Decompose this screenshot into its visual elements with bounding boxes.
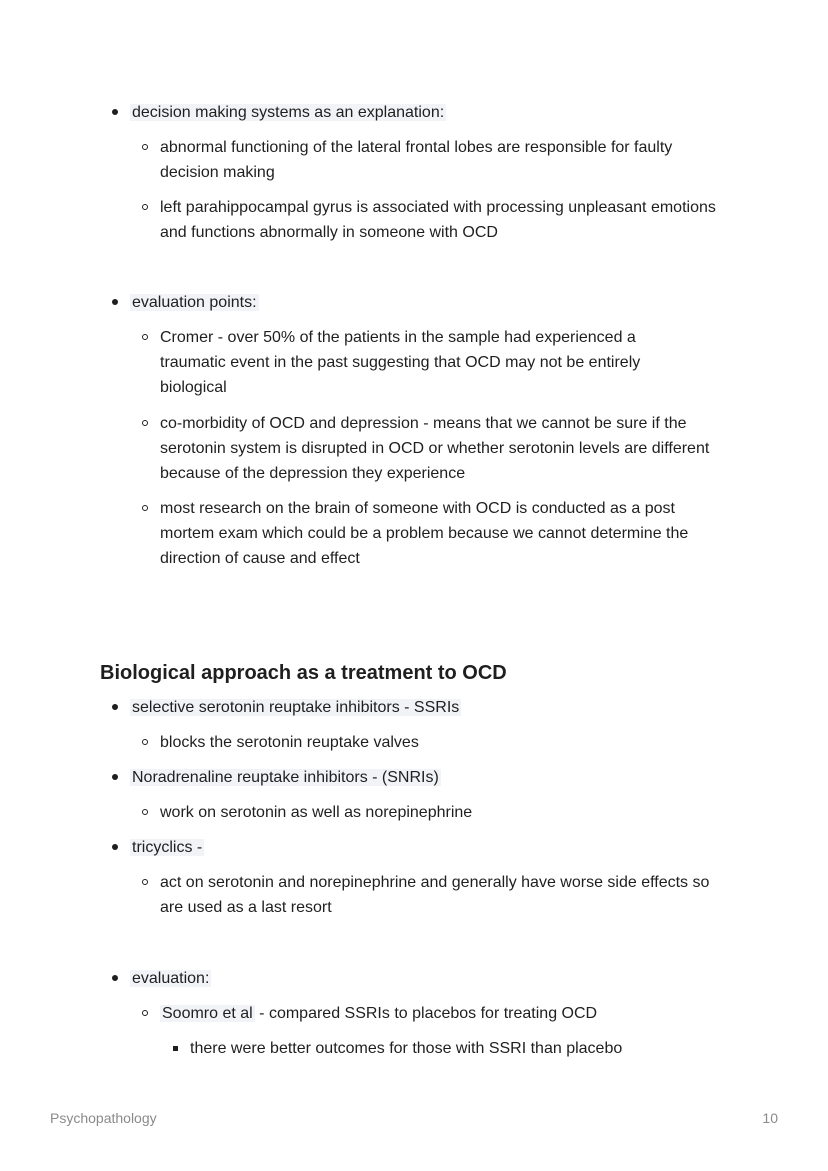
circle-bullet-marker bbox=[142, 420, 148, 426]
bullet-snri bbox=[130, 765, 730, 790]
bullet-evaluation-points bbox=[130, 290, 730, 315]
bullet-marker bbox=[112, 774, 118, 780]
bullet-text: decision making systems as an explanation: bbox=[132, 104, 445, 121]
bullet-text: evaluation points: bbox=[132, 294, 257, 311]
bullet-marker bbox=[112, 109, 118, 115]
sub-bullet-soomro bbox=[160, 1001, 730, 1026]
circle-bullet-marker bbox=[142, 1010, 148, 1016]
sub-bullet-tricyclics bbox=[160, 870, 730, 920]
sub-bullet-ssri bbox=[160, 730, 730, 755]
section-heading: Biological approach as a treatment to OCD bbox=[100, 662, 507, 684]
bullet-text: selective serotonin reuptake inhibitors - SSRIs bbox=[132, 699, 460, 716]
bullet-decision-making bbox=[130, 100, 730, 125]
sub-bullet-parahippocampal bbox=[160, 195, 730, 245]
bullet-marker bbox=[112, 299, 118, 305]
sub-bullet-text: work on serotonin as well as norepinephrine bbox=[160, 804, 473, 821]
circle-bullet-marker bbox=[142, 144, 148, 150]
sub-bullet-text: left parahippocampal gyrus is associated with processing unpleasant emotions and functions abnormally in someone with OCD bbox=[160, 199, 716, 241]
sub-bullet-text: Cromer - over 50% of the patients in the sample had experienced a traumatic event in the past suggesting that OCD may not be entirely biological bbox=[160, 329, 641, 396]
sub-bullet-post-mortem bbox=[160, 496, 730, 571]
circle-bullet-marker bbox=[142, 739, 148, 745]
sub-bullet-cromer bbox=[160, 325, 680, 400]
bullet-text: evaluation: bbox=[132, 970, 210, 987]
bullet-evaluation bbox=[130, 966, 730, 991]
bullet-tricyclics bbox=[130, 835, 730, 860]
soomro-name: Soomro et al bbox=[162, 1005, 253, 1022]
bullet-ssri bbox=[130, 695, 730, 720]
circle-bullet-marker bbox=[142, 809, 148, 815]
square-bullet-marker bbox=[173, 1046, 178, 1051]
sub-sub-bullet-text: there were better outcomes for those with SSRI than placebo bbox=[190, 1040, 623, 1057]
circle-bullet-marker bbox=[142, 334, 148, 340]
sub-bullet-comorbidity bbox=[160, 411, 730, 486]
circle-bullet-marker bbox=[142, 204, 148, 210]
footer-subject: Psychopathology bbox=[50, 1110, 157, 1126]
circle-bullet-marker bbox=[142, 879, 148, 885]
sub-bullet-text: abnormal functioning of the lateral frontal lobes are responsible for faulty decision making bbox=[160, 139, 673, 181]
bullet-marker bbox=[112, 975, 118, 981]
sub-sub-bullet-soomro-outcome bbox=[190, 1036, 730, 1061]
bullet-text: tricyclics - bbox=[132, 839, 203, 856]
sub-bullet-lateral-frontal bbox=[160, 135, 730, 185]
bullet-text: Noradrenaline reuptake inhibitors - (SNRIs) bbox=[132, 769, 439, 786]
sub-bullet-snri bbox=[160, 800, 730, 825]
sub-bullet-text: co-morbidity of OCD and depression - means that we cannot be sure if the serotonin system is disrupted in OCD or whether serotonin levels are different because of the depression they experience bbox=[160, 415, 710, 482]
sub-bullet-text: blocks the serotonin reuptake valves bbox=[160, 734, 419, 751]
sub-bullet-text: act on serotonin and norepinephrine and generally have worse side effects so are used as a last resort bbox=[160, 874, 710, 916]
circle-bullet-marker bbox=[142, 505, 148, 511]
sub-bullet-text: most research on the brain of someone with OCD is conducted as a post mortem exam which could be a problem because we cannot determine the direction of cause and effect bbox=[160, 500, 689, 567]
footer-page-number: 10 bbox=[762, 1110, 778, 1126]
sub-bullet-text: - compared SSRIs to placebos for treating OCD bbox=[254, 1005, 598, 1022]
bullet-marker bbox=[112, 844, 118, 850]
bullet-marker bbox=[112, 704, 118, 710]
